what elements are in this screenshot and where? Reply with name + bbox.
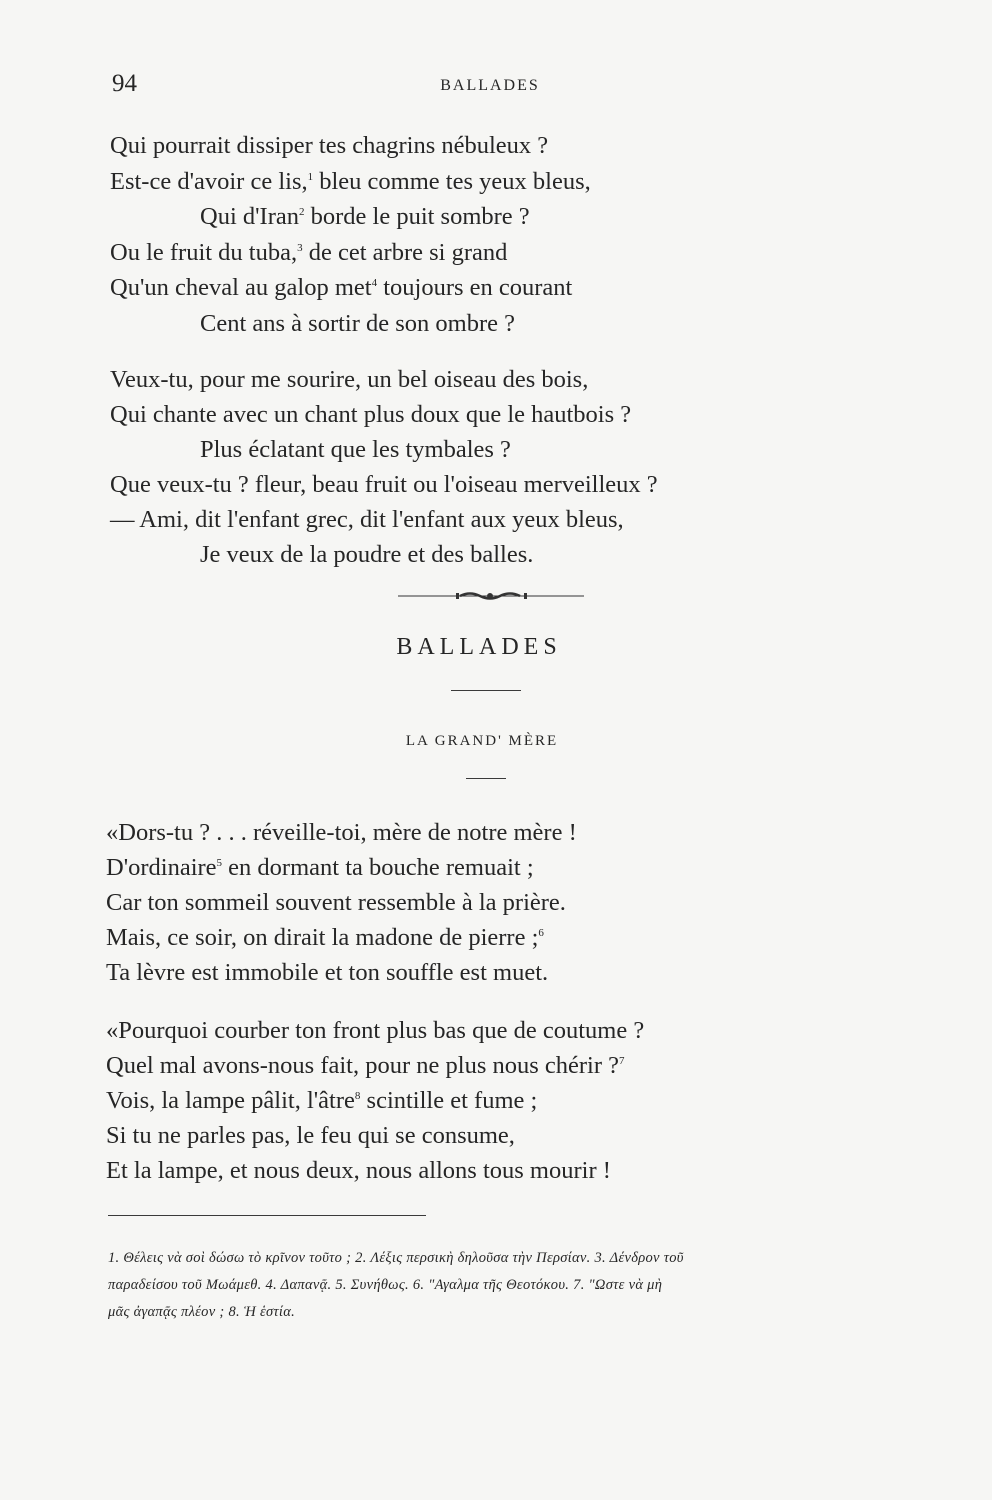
verse-line: Vois, la lampe pâlit, l'âtre$^8$ scintille et fume ; (106, 1087, 538, 1114)
verse-line: Plus éclatant que les tymbales ? (200, 436, 511, 463)
stanza-3 (106, 815, 577, 990)
verse-line: Qu'un cheval au galop met$^4$ toujours en courant (110, 274, 573, 301)
verse-line: «Pourquoi courber ton front plus bas que de coutume ? (106, 1017, 645, 1044)
footnote-mark: 5 (216, 857, 223, 869)
verse-line: Et la lampe, et nous deux, nous allons tous mourir ! (106, 1157, 611, 1184)
verse-line: Qui d'Iran$^2$ borde le puit sombre ? (200, 203, 530, 230)
footnote-rule (108, 1215, 426, 1216)
footnote-line: μᾶς ἀγαπᾷς πλέον ; 8. Ἡ ἑστία. (108, 1304, 296, 1320)
verse-line: «Dors-tu ? . . . réveille-toi, mère de notre mère ! (106, 819, 577, 846)
verse-line: Qui chante avec un chant plus doux que le hautbois ? (110, 401, 632, 428)
verse-line: Mais, ce soir, on dirait la madone de pierre ;$^6$ (106, 924, 544, 951)
footnote-mark: 2 (298, 206, 305, 218)
verse-line: Ou le fruit du tuba,$^3$ de cet arbre si grand (110, 238, 508, 266)
footnote-mark: 7 (619, 1055, 625, 1067)
footnote-line: παραδείσου τοῦ Μωάμεθ. 4. Δαπανᾷ. 5. Συνήθως. 6. "Αγαλμα τῆς Θεοτόκου. 7. "Ωστε νὰ μὴ (108, 1277, 663, 1293)
footnote-line: 1. Θέλεις νὰ σοὶ δώσω τὸ κρῖνον τοῦτο ; 2. Λέξις περσικὴ δηλοῦσα τὴν Περσίαν. 3. Δένδρον τοῦ (108, 1250, 684, 1266)
title-rule (451, 690, 521, 691)
verse-line: Ta lèvre est immobile et ton souffle est muet. (106, 959, 549, 986)
poem-title: LA GRAND' MÈRE (405, 733, 559, 749)
footnote-mark: 8 (354, 1090, 361, 1102)
footnote-mark: 6 (538, 927, 544, 939)
verse-line: Veux-tu, pour me sourire, un bel oiseau des bois, (110, 366, 589, 393)
verse-line: Car ton sommeil souvent ressemble à la prière. (106, 889, 566, 916)
footnotes (108, 1245, 878, 1326)
verse-line: Que veux-tu ? fleur, beau fruit ou l'oiseau merveilleux ? (110, 471, 658, 498)
poem-title-rule (466, 778, 506, 779)
ornament-divider-icon (398, 590, 584, 602)
verse-line: Si tu ne parles pas, le feu qui se consume, (106, 1122, 515, 1149)
verse-line: Est-ce d'avoir ce lis,$^1$ bleu comme tes yeux bleus, (110, 167, 591, 195)
verse-line: Quel mal avons-nous fait, pour ne plus nous chérir ?$^7$ (106, 1052, 625, 1079)
page-number: 94 (112, 70, 137, 97)
footnote-mark: 4 (371, 277, 378, 289)
verse-line: Cent ans à sortir de son ombre ? (200, 309, 516, 337)
verse-line: Je veux de la poudre et des balles. (200, 541, 534, 568)
stanza-1 (110, 128, 591, 341)
footnote-mark: 1 (307, 170, 314, 183)
verse-line: D'ordinaire$^5$ en dormant ta bouche remuait ; (106, 854, 534, 881)
verse-line: — Ami, dit l'enfant grec, dit l'enfant aux yeux bleus, (110, 506, 624, 533)
footnote-mark: 3 (297, 241, 303, 254)
section-title: BALLADES (396, 634, 562, 660)
verse-line: Qui pourrait dissiper tes chagrins nébuleux ? (110, 132, 549, 159)
stanza-2 (110, 362, 658, 572)
stanza-4 (106, 1013, 644, 1188)
running-head: BALLADES (440, 77, 540, 94)
